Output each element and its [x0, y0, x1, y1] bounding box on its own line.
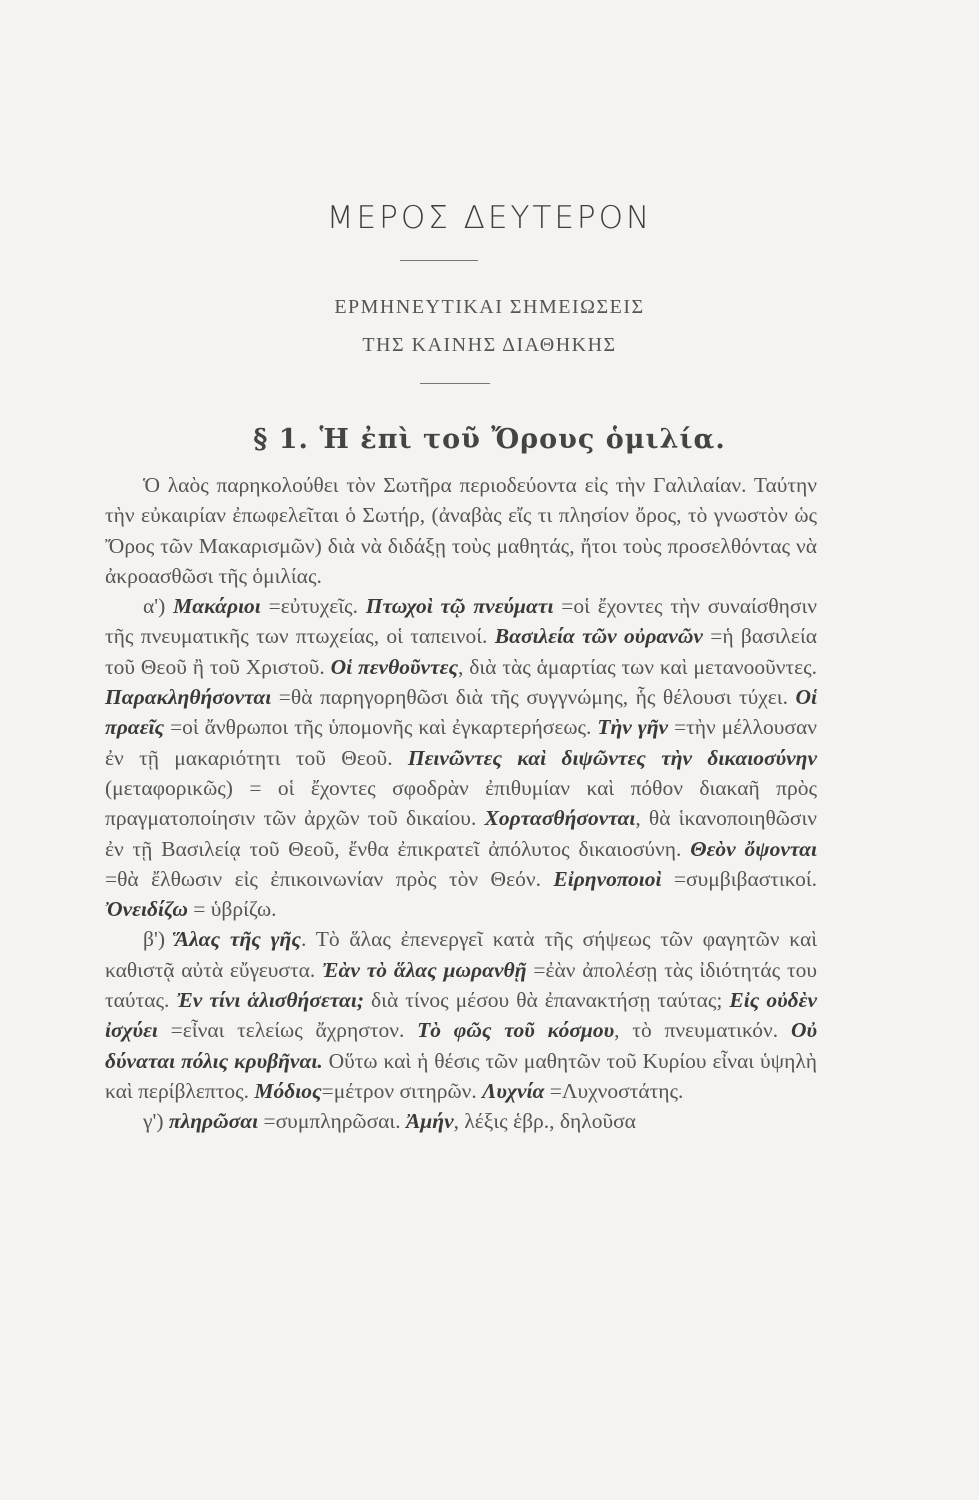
text-run: , διὰ τὰς ἁμαρτίας των καὶ μετανοοῦντες.: [458, 654, 817, 679]
term: Τὸ φῶς τοῦ κόσμου: [417, 1018, 615, 1043]
body-text: [105, 470, 817, 1137]
term: Ἐὰν τὸ ἅλας μωρανθῇ: [322, 957, 527, 982]
text-run: . Τὸ ἅλας ἐπενεργεῖ κατὰ τῆς σήψεως τῶν φαγητῶν καὶ καθιστᾷ αὐτὰ εὔγευστα.: [105, 927, 817, 982]
subtitle-line-2: ΤΗΣ ΚΑΙΝΗΣ ΔΙΑΘΗΚΗΣ: [362, 334, 617, 356]
term: Οἱ πενθοῦντες: [330, 654, 459, 679]
text-run: =Λυχνοστάτης.: [544, 1078, 684, 1103]
title-divider: [400, 260, 478, 261]
term: Θεὸν ὄψονται: [690, 836, 818, 861]
text-run: =συμβιβαστικοί.: [661, 866, 817, 891]
text-run: =μέτρον σιτηρῶν.: [321, 1078, 483, 1103]
term: Εἰρηνοποιοὶ: [553, 866, 662, 891]
term: Πεινῶντες καὶ διψῶντες τὴν δικαιοσύνην: [407, 745, 817, 770]
text-run: γ'): [143, 1109, 169, 1134]
term: Ὀνειδίζω: [105, 897, 188, 922]
term: Παρακληθήσονται: [105, 685, 272, 710]
term: Εἰς οὐδὲν ἰσχύει: [105, 988, 817, 1043]
term: Οἱ πραεῖς: [105, 685, 817, 740]
text-run: διὰ τίνος μέσου θὰ ἐπανακτήσῃ ταύτας;: [364, 988, 730, 1013]
text-run: =θὰ ἔλθωσιν εἰς ἐπικοινωνίαν πρὸς τὸν Θεόν.: [105, 866, 554, 891]
term: Λυχνία: [482, 1078, 545, 1103]
term: πληρῶσαι: [168, 1109, 259, 1134]
text-run: =εἶναι τελείως ἄχρηστον.: [157, 1018, 418, 1043]
text-run: =συμπληρῶσαι.: [258, 1109, 406, 1134]
term: Ἀμήν: [405, 1109, 454, 1134]
term: Τὴν γῆν: [597, 715, 669, 740]
text-run: =ἐὰν ἀπολέσῃ τὰς ἰδιότητάς του ταύτας.: [105, 957, 818, 1013]
text-run: =τὴν μέλλουσαν ἐν τῇ μακαριότητι τοῦ Θεοῦ.: [105, 715, 818, 770]
text-run: , λέξις ἑβρ., δηλοῦσα: [453, 1109, 636, 1134]
term: Μόδιος: [254, 1078, 322, 1103]
text-run: , θὰ ἱκανοποιηθῶσιν ἐν τῇ Βασιλείᾳ τοῦ Θεοῦ, ἔνθα ἐπικρατεῖ ἀπόλυτος δικαιοσύνη.: [105, 806, 818, 861]
text-run: Ὁ λαὸς παρηκολούθει τὸν Σωτῆρα περιοδεύοντα εἰς τὴν Γαλιλαίαν. Ταύτην τὴν εὐκαιρίαν ἐπωφελεῖται ὁ Σωτήρ, (ἀναβὰς εἴς τι πλησίον ὄρος, τὸ γνωστὸν ὡς Ὄρος τῶν Μακαρισμῶν) διὰ νὰ διδάξῃ τοὺς μαθητάς, ἤτοι τοὺς προσελθόντας νὰ ἀκροασθῶσι τῆς ὁμιλίας.: [105, 473, 817, 588]
term: Βασιλεία τῶν οὐρανῶν: [494, 624, 703, 649]
text-run: = ὑβρίζω.: [187, 897, 277, 922]
text-run: α'): [143, 594, 174, 619]
text-run: =οἱ ἔχοντες τὴν συναίσθησιν τῆς πνευματικῆς των πτωχείας, οἱ ταπεινοί.: [105, 594, 817, 649]
paragraph-intro: [105, 470, 817, 591]
text-run: =εὐτυχεῖς.: [260, 594, 366, 619]
text-run: =ἡ βασιλεία τοῦ Θεοῦ ἢ τοῦ Χριστοῦ.: [105, 624, 817, 679]
subtitle-line-1: ΕΡΜΗΝΕΥΤΙΚΑΙ ΣΗΜΕΙΩΣΕΙΣ: [334, 296, 645, 318]
paragraph-gamma: [105, 1106, 817, 1136]
paragraph-alpha: [105, 591, 817, 924]
text-run: , τὸ πνευματικόν.: [614, 1018, 791, 1043]
section-heading: § 1. Ἡ ἐπὶ τοῦ Ὄρους ὁμιλία.: [253, 424, 726, 455]
text-run: =θὰ παρηγορηθῶσι διὰ τῆς συγγνώμης, ἧς θέλουσι τύχει.: [271, 685, 796, 710]
subtitle-divider: [420, 383, 490, 384]
text-run: (μεταφορικῶς) = οἱ ἔχοντες σφοδρὰν ἐπιθυμίαν καὶ πόθον διακαῆ πρὸς πραγματοποίησιν τῶν ἀρχῶν τοῦ δικαίου.: [105, 775, 817, 831]
term: Ἐν τίνι ἁλισθήσεται;: [176, 988, 365, 1013]
term: Πτωχοὶ τῷ πνεύματι: [365, 594, 554, 619]
paragraph-beta: [105, 924, 817, 1106]
part-title: ΜΕΡΟΣ ΔΕΥΤΕΡΟΝ: [326, 200, 653, 236]
term: Χορτασθήσονται: [484, 806, 636, 831]
text-run: β'): [143, 927, 175, 952]
term: Μακάριοι: [173, 594, 261, 619]
text-run: Οὕτω καὶ ἡ θέσις τῶν μαθητῶν τοῦ Κυρίου εἶναι ὑψηλὴ καὶ περίβλεπτος.: [105, 1048, 817, 1103]
text-run: =οἱ ἄνθρωποι τῆς ὑπομονῆς καὶ ἐγκαρτερήσεως.: [164, 715, 598, 740]
term: Οὐ δύναται πόλις κρυβῆναι.: [105, 1018, 817, 1073]
term: Ἅλας τῆς γῆς: [174, 927, 301, 952]
